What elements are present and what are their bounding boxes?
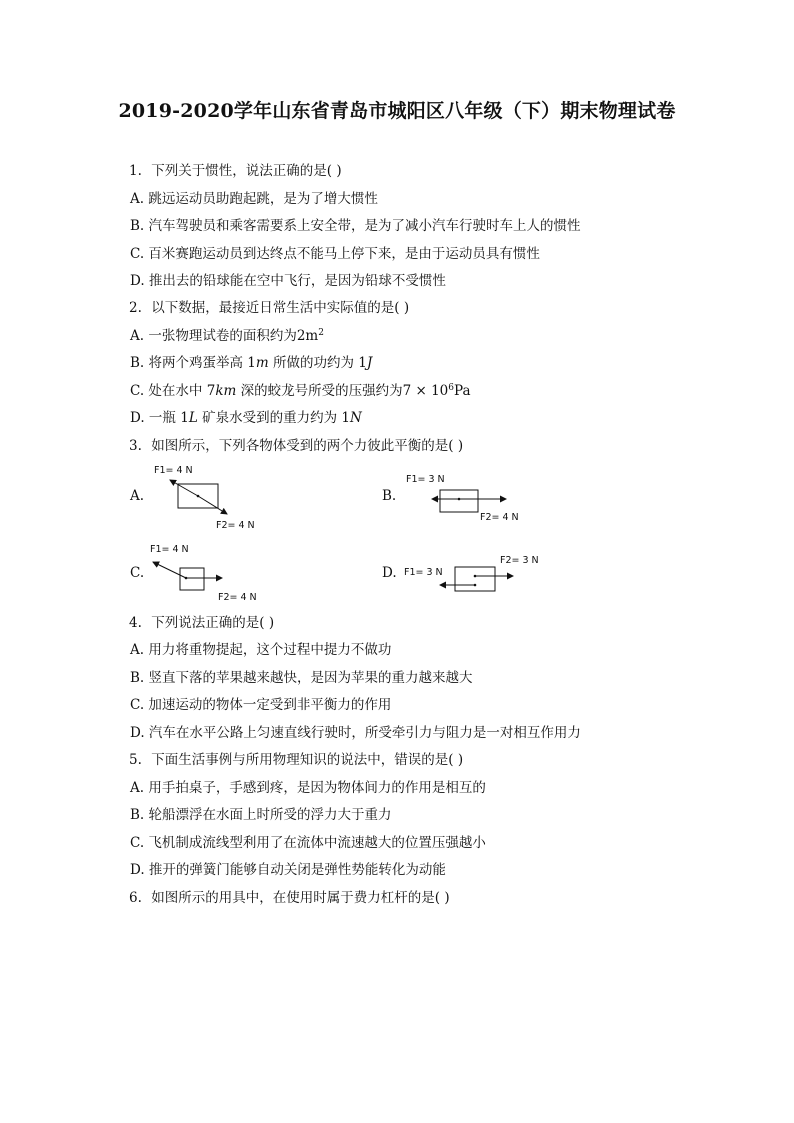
question-text: 如图所示，下列各物体受到的两个力彼此平衡的是( ) bbox=[151, 438, 464, 454]
q3-figure-b bbox=[402, 468, 542, 528]
q4-option-a[interactable]: A. 用力将重物提起，这个过程中提力不做功 bbox=[130, 642, 392, 658]
q3-figure-b-label[interactable]: B. bbox=[382, 488, 397, 504]
question-number: 1. bbox=[129, 163, 142, 179]
unit-italic: L bbox=[188, 410, 198, 426]
q2-option-d[interactable] bbox=[130, 409, 362, 427]
q1-option-c[interactable]: C. 百米赛跑运动员到达终点不能马上停下来，是由于运动员具有惯性 bbox=[130, 246, 540, 262]
force-f1-label: F1= 4 N bbox=[154, 465, 193, 476]
question-number: 6. bbox=[129, 890, 142, 906]
force-f1-label: F1= 3 N bbox=[404, 567, 443, 578]
question-text: 如图所示的用具中，在使用时属于费力杠杆的是( ) bbox=[151, 890, 450, 906]
q1-option-b[interactable]: B. 汽车驾驶员和乘客需要系上安全带，是为了减小汽车行驶时车上人的惯性 bbox=[130, 218, 581, 234]
force-f1-arrow bbox=[170, 480, 198, 496]
q3-figure-d bbox=[402, 551, 552, 597]
force-f2-label: F2= 4 N bbox=[216, 520, 255, 531]
question-5 bbox=[129, 751, 463, 769]
force-f2-label: F2= 4 N bbox=[480, 512, 519, 523]
q2-option-a[interactable] bbox=[130, 327, 324, 345]
question-number: 2. bbox=[129, 300, 142, 316]
question-4 bbox=[129, 614, 274, 632]
q2-option-c[interactable] bbox=[130, 382, 471, 400]
q5-option-b[interactable]: B. 轮船漂浮在水面上时所受的浮力大于重力 bbox=[130, 807, 392, 823]
q3-figure-a-label[interactable]: A. bbox=[130, 488, 145, 504]
q4-option-c[interactable]: C. 加速运动的物体一定受到非平衡力的作用 bbox=[130, 697, 392, 713]
force-f1-label: F1= 4 N bbox=[150, 544, 189, 555]
superscript: 6 bbox=[448, 383, 454, 393]
option-text: 矿泉水受到的重力约为 1 bbox=[197, 410, 350, 426]
q3-figure-c bbox=[146, 540, 276, 606]
q5-option-a[interactable]: A. 用手拍桌子，手感到疼，是因为物体间力的作用是相互的 bbox=[130, 780, 486, 796]
option-text: 所做的功约为 1 bbox=[268, 355, 367, 371]
unit-italic: N bbox=[349, 410, 362, 426]
q1-option-d[interactable]: D. 推出去的铅球能在空中飞行，是因为铅球不受惯性 bbox=[130, 273, 446, 289]
question-6 bbox=[129, 889, 450, 907]
unit-italic: m bbox=[255, 355, 269, 371]
question-2 bbox=[129, 299, 409, 317]
superscript: 2 bbox=[318, 328, 324, 338]
unit-italic: km bbox=[215, 383, 237, 399]
option-text: Pa bbox=[453, 383, 471, 399]
question-text: 下面生活事例与所用物理知识的说法中，错误的是( ) bbox=[151, 752, 464, 768]
option-text: D. 一瓶 1 bbox=[130, 410, 189, 426]
question-3 bbox=[129, 437, 463, 455]
page-title: 2019-2020学年山东省青岛市城阳区八年级（下）期末物理试卷 bbox=[118, 100, 676, 122]
q1-option-a[interactable]: A. 跳远运动员助跑起跳，是为了增大惯性 bbox=[130, 191, 378, 207]
force-f1-arrow bbox=[153, 562, 186, 578]
question-number: 5. bbox=[129, 752, 142, 768]
question-number: 3. bbox=[129, 438, 142, 454]
option-text: 深的蛟龙号所受的压强约为7 × 10 bbox=[236, 383, 449, 399]
question-text: 下列关于惯性，说法正确的是( ) bbox=[151, 163, 342, 179]
question-text: 以下数据，最接近日常生活中实际值的是( ) bbox=[151, 300, 410, 316]
object-box bbox=[440, 490, 478, 512]
force-f2-label: F2= 4 N bbox=[218, 592, 257, 603]
q4-option-b[interactable]: B. 竖直下落的苹果越来越快，是因为苹果的重力越来越大 bbox=[130, 670, 473, 686]
q5-option-c[interactable]: C. 飞机制成流线型利用了在流体中流速越大的位置压强越小 bbox=[130, 835, 486, 851]
unit-italic: J bbox=[366, 355, 373, 371]
option-text: C. 处在水中 7 bbox=[130, 383, 216, 399]
q2-option-b[interactable] bbox=[130, 354, 372, 372]
option-text: A. 一张物理试卷的面积约为2m bbox=[130, 328, 319, 344]
q5-option-d[interactable]: D. 推开的弹簧门能够自动关闭是弹性势能转化为动能 bbox=[130, 862, 446, 878]
option-text: B. 将两个鸡蛋举高 1 bbox=[130, 355, 256, 371]
object-box bbox=[455, 567, 495, 591]
question-number: 4. bbox=[129, 615, 142, 631]
q4-option-d[interactable]: D. 汽车在水平公路上匀速直线行驶时，所受牵引力与阻力是一对相互作用力 bbox=[130, 725, 581, 741]
force-f2-arrow bbox=[198, 496, 227, 514]
question-1 bbox=[129, 162, 342, 180]
q3-figure-d-label[interactable]: D. bbox=[382, 565, 397, 581]
q3-figure-c-label[interactable]: C. bbox=[130, 565, 145, 581]
object-box bbox=[180, 568, 204, 590]
force-f1-label: F1= 3 N bbox=[406, 474, 445, 485]
question-text: 下列说法正确的是( ) bbox=[151, 615, 275, 631]
force-f2-label: F2= 3 N bbox=[500, 555, 539, 566]
q3-figure-a bbox=[148, 462, 278, 534]
